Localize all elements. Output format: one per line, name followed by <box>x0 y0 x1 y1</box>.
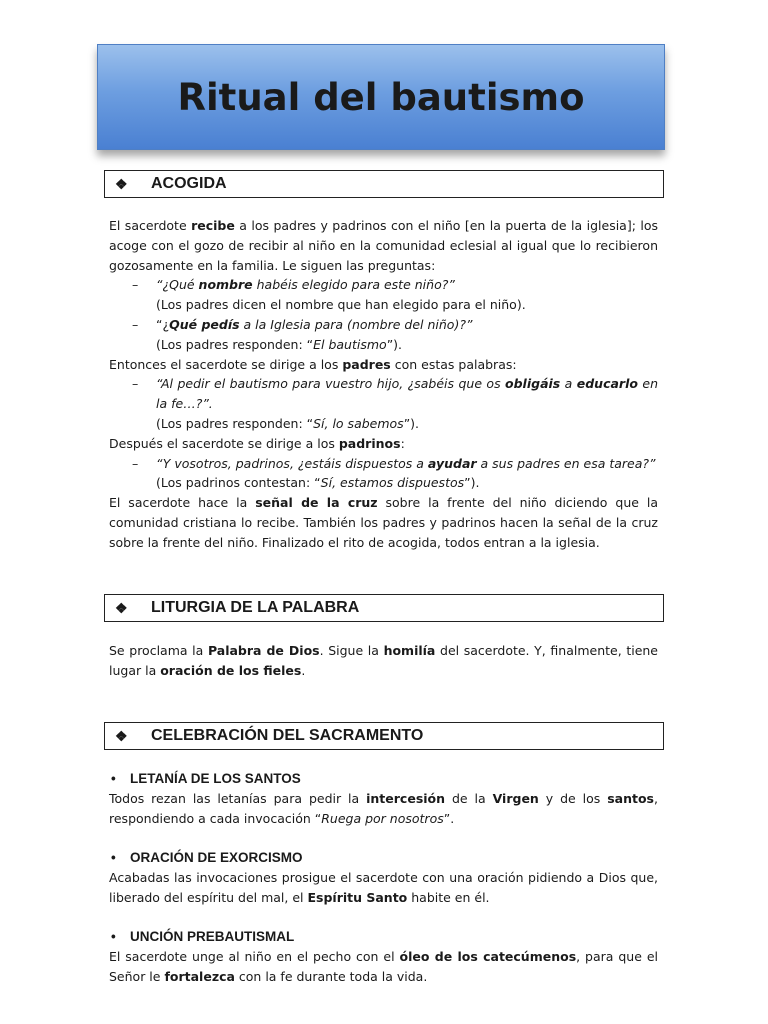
paragraph: Todos rezan las letanías para pedir la intercesión de la Virgen y de los santos, respondiendo a cada invocación “Ruega por nosotros”. <box>109 790 658 826</box>
paragraph: El sacerdote recibe a los padres y padrinos con el niño [en la puerta de la iglesia]; los acoge con el gozo de recibir al niño en la comunidad eclesial al igual que lo recibieron gozosamente en la familia. Le siguen las preguntas: <box>109 218 658 273</box>
acogida-body <box>109 216 658 553</box>
diamond-bullet-icon: ❖ <box>115 175 128 192</box>
answer-line: (Los padres responden: “El bautismo”). <box>156 336 403 352</box>
letania-block <box>109 769 658 828</box>
section-title: CELEBRACIÓN DEL SACRAMENTO <box>151 727 424 744</box>
answer-line: (Los padres responden: “Sí, lo sabemos”). <box>156 415 420 431</box>
paragraph: El sacerdote unge al niño en el pecho con el óleo de los catecúmenos, para que el Señor le fortalezca con la fe durante toda la vida. <box>109 948 659 984</box>
diamond-bullet-icon: ❖ <box>115 599 128 616</box>
section-title: LITURGIA DE LA PALABRA <box>151 599 360 616</box>
list-item: – “¿Qué pedís a la Iglesia para (nombre del niño)?” <box>132 316 473 332</box>
page-title: Ritual del bautismo <box>177 75 585 119</box>
paragraph: Después el sacerdote se dirige a los padrinos: <box>109 435 405 451</box>
uncion-block <box>109 927 658 986</box>
bullet-icon: • <box>111 850 116 865</box>
list-item: – “Y vosotros, padrinos, ¿estáis dispuestos a ayudar a sus padres en esa tarea?” <box>132 455 656 471</box>
subsection-title: • UNCIÓN PREBAUTISMAL <box>109 927 658 947</box>
subsection-title: • LETANÍA DE LOS SANTOS <box>109 769 658 789</box>
paragraph: Se proclama la Palabra de Dios. Sigue la homilía del sacerdote. Y, finalmente, tiene lugar la oración de los fieles. <box>109 643 658 678</box>
section-title: ACOGIDA <box>151 175 227 192</box>
section-header-liturgia <box>104 594 664 622</box>
paragraph: Acabadas las invocaciones prosigue el sacerdote con una oración pidiendo a Dios que, liberado del espíritu del mal, el Espíritu Santo habite en él. <box>109 869 658 905</box>
diamond-bullet-icon: ❖ <box>115 727 128 744</box>
section-header-celebracion <box>104 722 664 750</box>
answer-line: (Los padrinos contestan: “Sí, estamos dispuestos”). <box>156 475 480 491</box>
liturgia-body <box>109 641 658 681</box>
bullet-icon: • <box>111 929 116 944</box>
list-item: – “Al pedir el bautismo para vuestro hijo, ¿sabéis que os obligáis a educarlo en la fe…?”. <box>132 376 659 412</box>
paragraph: Entonces el sacerdote se dirige a los padres con estas palabras: <box>109 356 517 372</box>
subsection-title: • ORACIÓN DE EXORCISMO <box>109 848 658 868</box>
answer-line: (Los padres dicen el nombre que han elegido para el niño). <box>156 297 526 313</box>
paragraph: El sacerdote hace la señal de la cruz sobre la frente del niño diciendo que la comunidad cristiana lo recibe. También los padres y padrinos hacen la señal de la cruz sobre la frente del niño. Finalizado el rito de acogida, todos entran a la iglesia. <box>109 495 658 550</box>
exorcismo-block <box>109 848 658 907</box>
list-item: – “¿Qué nombre habéis elegido para este niño?” <box>132 277 455 293</box>
title-banner <box>97 44 665 150</box>
section-header-acogida <box>104 170 664 198</box>
bullet-icon: • <box>111 771 116 786</box>
